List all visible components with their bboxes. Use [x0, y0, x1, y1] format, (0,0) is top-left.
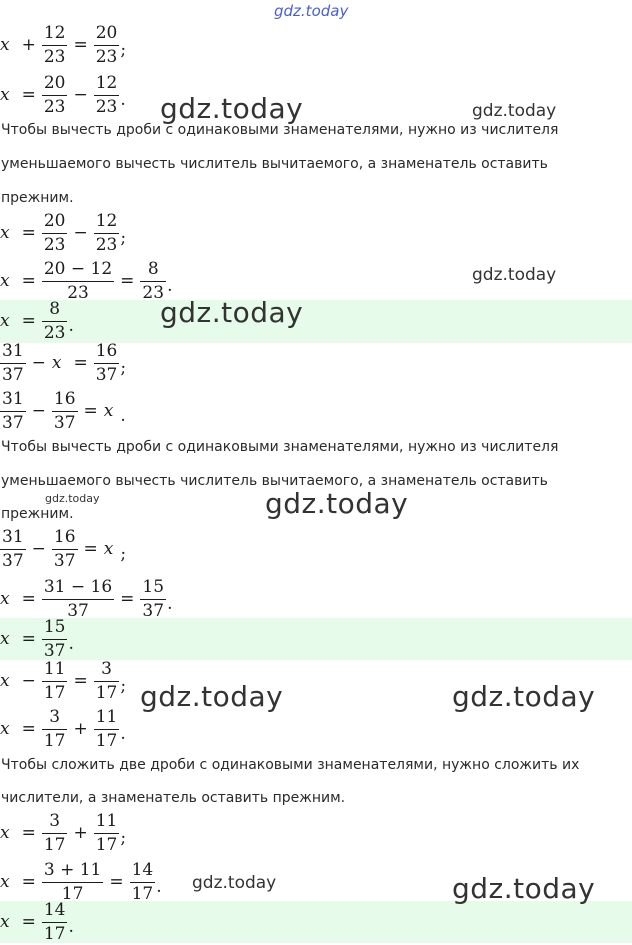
watermark: gdz.today	[472, 265, 557, 285]
fraction: $\frac{3}{17}$	[43, 810, 66, 855]
equation-3-3: x = $\frac{3}{17}$ + $\frac{11}{17}$ ;	[0, 810, 127, 855]
watermark: gdz.today	[160, 92, 304, 125]
watermark-logo: gdz.today	[274, 2, 349, 20]
fraction: $\frac{16}{37}$	[95, 340, 118, 385]
watermark: gdz.today	[160, 296, 304, 329]
fraction: $\frac{12}{23}$	[43, 22, 66, 67]
fraction: $\frac{8}{23}$	[43, 298, 66, 343]
equation-3-4: x = $\frac{3 + 11}{17}$ = $\frac{14}{17}$ .	[0, 859, 162, 904]
equation-2-2: $\frac{31}{37}$ − $\frac{16}{37}$ = x .	[2, 388, 126, 433]
fraction: $\frac{14}{17}$	[131, 859, 154, 904]
answer-1: x = $\frac{8}{23}$ .	[0, 298, 74, 343]
equation-2-4: x = $\frac{31 - 16}{37}$ = $\frac{15}{37}$ .	[0, 576, 173, 621]
equation-2-1: $\frac{31}{37}$ − x = $\frac{16}{37}$ ;	[2, 340, 127, 385]
rule-text-line: Чтобы вычесть дроби с одинаковыми знаменателями, нужно из числителя	[1, 122, 559, 138]
fraction: $\frac{12}{23}$	[95, 72, 118, 117]
fraction: $\frac{20}{23}$	[95, 22, 118, 67]
answer-highlight-1	[0, 300, 632, 343]
fraction: $\frac{15}{37}$	[142, 576, 165, 621]
equation-3-1: x − $\frac{11}{17}$ = $\frac{3}{17}$ ;	[0, 658, 127, 703]
watermark: gdz.today	[140, 680, 284, 713]
fraction: $\frac{16}{37}$	[53, 526, 76, 571]
fraction: $\frac{3 + 11}{17}$	[43, 859, 102, 904]
rule-text-line: прежним.	[1, 190, 74, 206]
fraction: $\frac{20}{23}$	[43, 72, 66, 117]
fraction: $\frac{31}{37}$	[2, 388, 24, 433]
fraction: $\frac{11}{17}$	[43, 658, 66, 703]
answer-highlight-2	[0, 618, 632, 660]
answer-2: x = $\frac{15}{37}$ .	[0, 616, 74, 661]
rule-text-line: числители, а знаменатель оставить прежним.	[1, 790, 346, 806]
rule-text-line: прежним.	[1, 506, 74, 522]
fraction: $\frac{20}{23}$	[43, 210, 66, 255]
fraction: $\frac{12}{23}$	[95, 210, 118, 255]
rule-text-line: уменьшаемого вычесть числитель вычитаемого, а знаменатель оставить	[1, 156, 548, 172]
fraction: $\frac{8}{23}$	[142, 258, 165, 303]
fraction: $\frac{31}{37}$	[2, 526, 24, 571]
equation-2-3: $\frac{31}{37}$ − $\frac{16}{37}$ = x ;	[2, 526, 127, 571]
fraction: $\frac{31}{37}$	[2, 340, 24, 385]
fraction: $\frac{14}{17}$	[43, 899, 66, 944]
equation-1-1: x + $\frac{12}{23}$ = $\frac{20}{23}$ ;	[0, 22, 127, 67]
fraction: $\frac{15}{37}$	[43, 616, 66, 661]
fraction: $\frac{31 - 16}{37}$	[43, 576, 113, 621]
fraction: $\frac{3}{17}$	[95, 658, 118, 703]
watermark: gdz.today	[265, 487, 409, 520]
watermark: gdz.today	[452, 680, 596, 713]
rule-text-line: уменьшаемого вычесть числитель вычитаемого, а знаменатель оставить	[1, 473, 548, 489]
equation-1-4: x = $\frac{20 - 12}{23}$ = $\frac{8}{23}$ .	[0, 258, 173, 303]
fraction: $\frac{16}{37}$	[53, 388, 76, 433]
equation-3-2: x = $\frac{3}{17}$ + $\frac{11}{17}$ .	[0, 706, 126, 751]
watermark: gdz.today	[192, 873, 277, 893]
watermark: gdz.today	[45, 492, 100, 505]
fraction: $\frac{11}{17}$	[95, 706, 118, 751]
fraction: $\frac{3}{17}$	[43, 706, 66, 751]
answer-3: x = $\frac{14}{17}$ .	[0, 899, 74, 944]
watermark: gdz.today	[472, 101, 557, 121]
answer-highlight-3	[0, 901, 632, 943]
equation-1-2: x = $\frac{20}{23}$ − $\frac{12}{23}$ .	[0, 72, 126, 117]
rule-text-line: Чтобы вычесть дроби с одинаковыми знаменателями, нужно из числителя	[1, 439, 559, 455]
rule-text-line: Чтобы сложить две дроби с одинаковыми знаменателями, нужно сложить их	[1, 757, 580, 773]
watermark: gdz.today	[452, 872, 596, 905]
equation-1-3: x = $\frac{20}{23}$ − $\frac{12}{23}$ ;	[0, 210, 127, 255]
fraction: $\frac{20 - 12}{23}$	[43, 258, 113, 303]
fraction: $\frac{11}{17}$	[95, 810, 118, 855]
